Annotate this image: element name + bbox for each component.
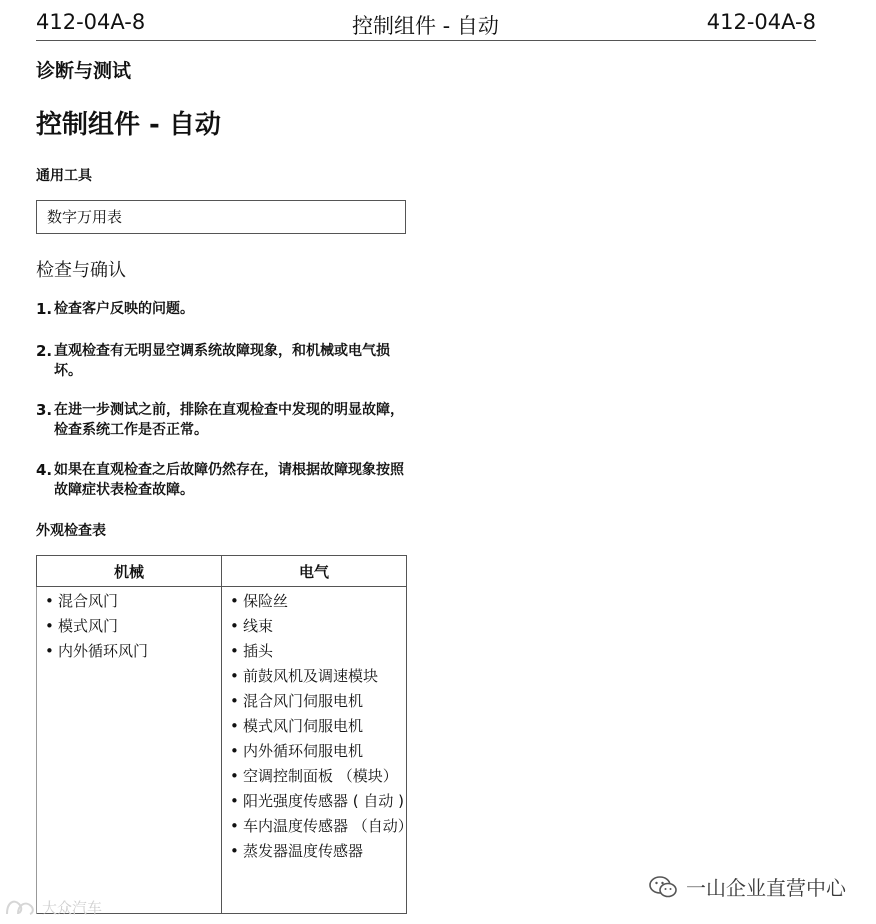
tools-heading: 通用工具 — [36, 168, 92, 184]
section-title: 诊断与测试 — [36, 60, 132, 82]
column-header-electrical: 电气 — [222, 556, 407, 587]
list-item: • 车内温度传感器 （自动） — [230, 816, 406, 836]
tool-item: 数字万用表 — [47, 208, 123, 226]
list-item: • 线束 — [230, 616, 406, 636]
watermark-left — [4, 896, 102, 918]
step-1 — [36, 299, 406, 319]
inspection-heading: 检查与确认 — [36, 260, 126, 281]
step-3 — [36, 400, 406, 440]
list-item: • 内外循环伺服电机 — [230, 741, 406, 761]
step-text: 在进一步测试之前，排除在直观检查中发现的明显故障，检查系统工作是否正常。 — [54, 402, 404, 438]
tool-box — [36, 200, 406, 234]
mechanical-cell — [37, 587, 222, 914]
wechat-icon — [648, 874, 678, 900]
list-item: • 空调控制面板 （模块） — [230, 766, 406, 786]
electrical-cell — [222, 587, 413, 914]
step-number: 2. — [36, 342, 53, 360]
step-text: 直观检查有无明显空调系统故障现象，和机械或电气损坏。 — [54, 343, 390, 379]
electrical-list — [230, 591, 413, 861]
column-header-mechanical: 机械 — [37, 556, 222, 587]
watermark-right-text: 一山企业直营中心 — [686, 876, 846, 900]
list-item: • 阳光强度传感器 ( 自动 ) — [230, 791, 406, 811]
list-item: • 插头 — [230, 641, 406, 661]
step-4 — [36, 460, 406, 500]
list-item: • 保险丝 — [230, 591, 406, 611]
step-text: 如果在直观检查之后故障仍然存在，请根据故障现象按照故障症状表检查故障。 — [54, 462, 404, 498]
list-item: • 模式风门 — [45, 616, 221, 636]
mechanical-list — [45, 591, 221, 661]
step-number: 3. — [36, 401, 53, 419]
list-item: • 内外循环风门 — [45, 641, 221, 661]
list-item: • 模式风门伺服电机 — [230, 716, 406, 736]
step-number: 4. — [36, 461, 53, 479]
step-text: 检查客户反映的问题。 — [54, 301, 194, 317]
list-item: • 前鼓风机及调速模块 — [230, 666, 406, 686]
list-item: • 混合风门 — [45, 591, 221, 611]
brand-logo-icon — [4, 896, 38, 918]
header-title: 控制组件 - 自动 — [352, 14, 499, 38]
header-page-number-left: 412-04A-8 — [36, 10, 146, 34]
header-divider — [36, 40, 816, 41]
page-title: 控制组件 - 自动 — [36, 110, 221, 140]
header-page-number-right: 412-04A-8 — [706, 10, 816, 34]
visual-inspection-table — [36, 555, 413, 914]
watermark-right — [648, 872, 846, 901]
step-2 — [36, 341, 406, 381]
list-item: • 蒸发器温度传感器 — [230, 841, 406, 861]
step-number: 1. — [36, 300, 53, 318]
visual-table-heading: 外观检查表 — [36, 523, 106, 539]
list-item: • 混合风门伺服电机 — [230, 691, 406, 711]
watermark-left-text: 大众汽车 — [42, 898, 103, 917]
